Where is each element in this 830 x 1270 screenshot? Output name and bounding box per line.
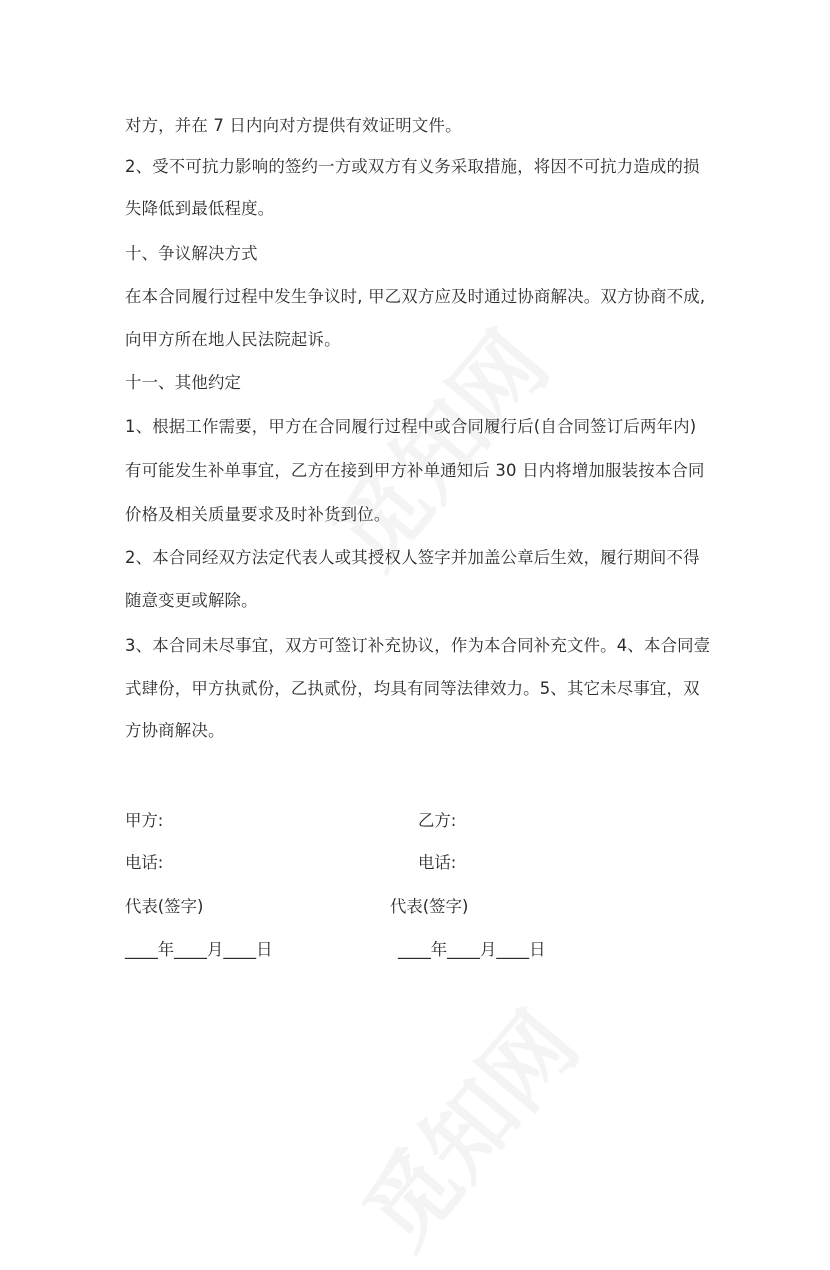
party-a-date: ____年____月____日 <box>125 940 273 959</box>
party-a-representative: 代表(签字) <box>125 897 204 916</box>
text-line: 失降低到最低程度。 <box>125 199 275 218</box>
text-line: 2、受不可抗力影响的签约一方或双方有义务采取措施，将因不可抗力造成的损 <box>125 157 700 176</box>
text-line: 十、争议解决方式 <box>125 244 258 263</box>
party-b-representative: 代表(签字) <box>390 897 469 916</box>
text-line: 有可能发生补单事宜，乙方在接到甲方补单通知后 30 日内将增加服装按本合同 <box>125 461 705 480</box>
text-line: 1、根据工作需要，甲方在合同履行过程中或合同履行后(自合同签订后两年内) <box>125 417 697 436</box>
party-a-phone: 电话: <box>125 853 164 872</box>
text-line: 在本合同履行过程中发生争议时, 甲乙双方应及时通过协商解决。双方协商不成, <box>125 287 706 306</box>
text-line: 随意变更或解除。 <box>125 591 258 610</box>
party-b-phone: 电话: <box>418 853 457 872</box>
party-a-label: 甲方: <box>125 811 164 830</box>
text-line: 方协商解决。 <box>125 721 225 740</box>
watermark <box>328 980 601 1270</box>
text-line: 3、本合同未尽事宜，双方可签订补充协议，作为本合同补充文件。4、本合同壹 <box>125 636 711 655</box>
text-line: 十一、其他约定 <box>125 373 242 392</box>
text-line: 2、本合同经双方法定代表人或其授权人签字并加盖公章后生效，履行期间不得 <box>125 548 700 567</box>
text-line: 对方，并在 7 日内向对方提供有效证明文件。 <box>125 116 462 135</box>
text-line: 式肆份，甲方执贰份，乙执贰份，均具有同等法律效力。5、其它未尽事宜，双 <box>125 679 700 698</box>
text-line: 价格及相关质量要求及时补货到位。 <box>125 505 391 524</box>
party-b-label: 乙方: <box>418 811 457 830</box>
party-b-date: ____年____月____日 <box>398 940 546 959</box>
text-line: 向甲方所在地人民法院起诉。 <box>125 330 341 349</box>
